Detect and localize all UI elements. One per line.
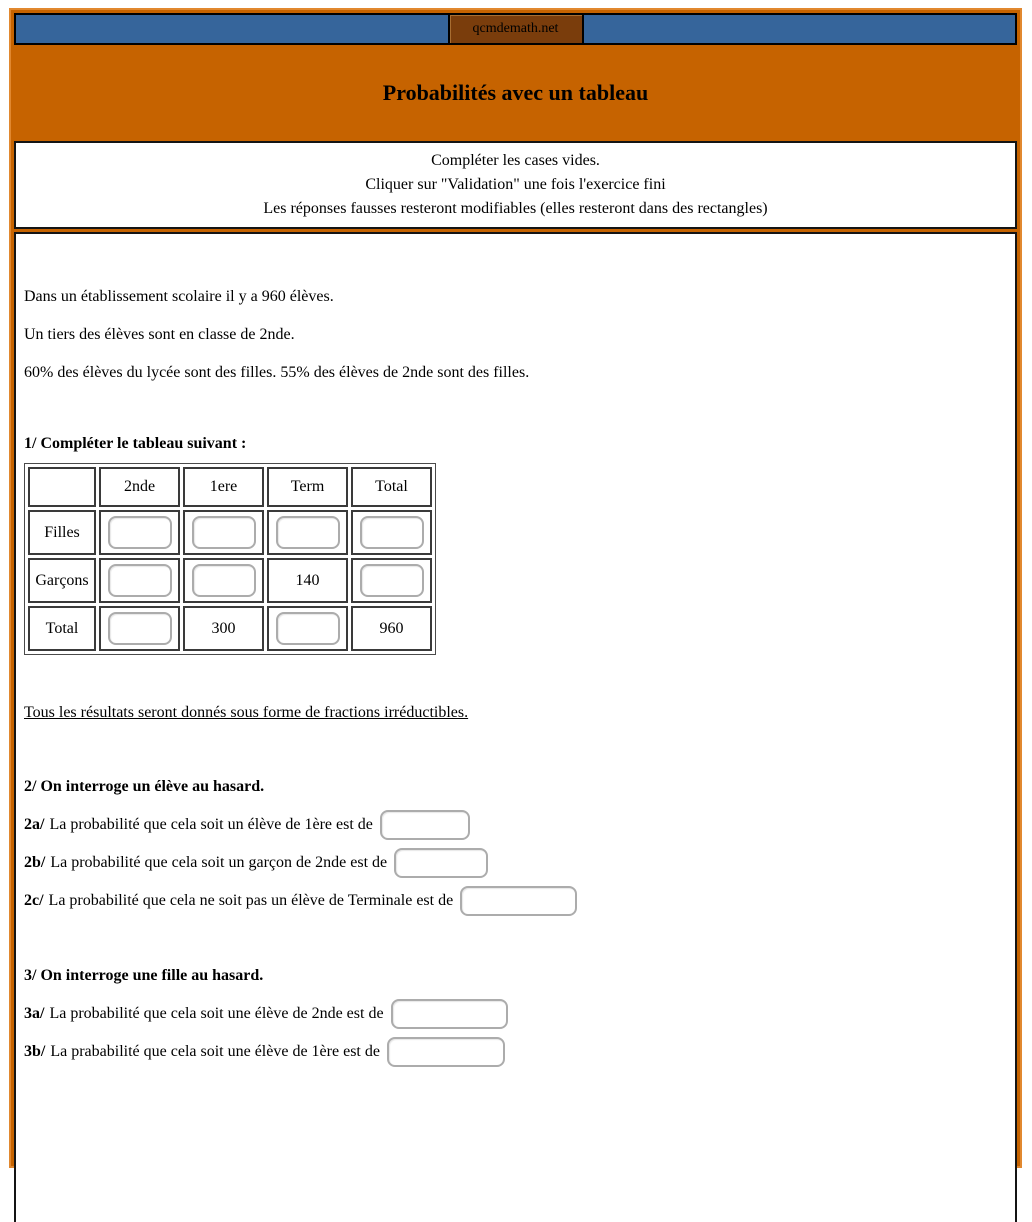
table-input-garcons-total[interactable] [360, 564, 424, 597]
table-row-garcons [28, 558, 432, 603]
table-corner-cell [28, 467, 96, 507]
table-input-filles-2nde[interactable] [108, 516, 172, 549]
question-3a-text: La probabilité que cela soit une élève de 2nde est de [49, 1005, 384, 1022]
table-header-row [28, 467, 432, 507]
answer-input-2c[interactable] [460, 886, 577, 916]
table-value-total-1ere: 300 [183, 606, 264, 651]
section1-heading: 1/ Compléter le tableau suivant : [24, 435, 247, 452]
question-2a-text: La probabilité que cela soit un élève de 1ère est de [49, 816, 373, 833]
answer-input-3a[interactable] [391, 999, 508, 1029]
question-2b-label: 2b/ [24, 854, 46, 871]
answer-input-3b[interactable] [387, 1037, 505, 1067]
table-col-header-2nde: 2nde [99, 467, 180, 507]
table-input-filles-term[interactable] [276, 516, 340, 549]
question-3b [24, 1037, 1007, 1067]
table-input-total-2nde[interactable] [108, 612, 172, 645]
question-3a-label: 3a/ [24, 1005, 45, 1022]
page-title: Probabilités avec un tableau [382, 80, 649, 105]
table-row-label-total: Total [28, 606, 96, 651]
table-row-label-filles: Filles [28, 510, 96, 555]
site-tab-label: qcmdemath.net [472, 21, 559, 36]
table-input-garcons-1ere[interactable] [192, 564, 256, 597]
site-bar [14, 13, 1017, 45]
question-3b-text: La prababilité que cela soit une élève de 1ère est de [50, 1043, 380, 1060]
instructions-line-3: Les réponses fausses resteront modifiables (elles resteront dans des rectangles) [263, 200, 768, 217]
exercise-window [9, 8, 1022, 1168]
table-value-garcons-term: 140 [267, 558, 348, 603]
intro-paragraph-2: Un tiers des élèves sont en classe de 2nde. [24, 326, 295, 343]
question-2b-text: La probabilité que cela soit un garçon de 2nde est de [50, 854, 388, 871]
instructions-line-2: Cliquer sur "Validation" une fois l'exercice fini [365, 176, 666, 193]
exercise-body [14, 232, 1017, 1222]
question-2a-label: 2a/ [24, 816, 45, 833]
table-col-header-total: Total [351, 467, 432, 507]
table-input-garcons-2nde[interactable] [108, 564, 172, 597]
answer-input-2b[interactable] [394, 848, 488, 878]
table-col-header-1ere: 1ere [183, 467, 264, 507]
table-row-total [28, 606, 432, 651]
question-2a [24, 810, 1007, 840]
fractions-note: Tous les résultats seront donnés sous forme de fractions irréductibles. [24, 704, 469, 721]
intro-paragraph-3: 60% des élèves du lycée sont des filles. 55% des élèves de 2nde sont des filles. [24, 364, 530, 381]
question-3b-label: 3b/ [24, 1043, 46, 1060]
frequency-table [24, 463, 436, 655]
table-input-total-term[interactable] [276, 612, 340, 645]
table-input-filles-total[interactable] [360, 516, 424, 549]
title-banner [14, 45, 1017, 141]
table-row-filles [28, 510, 432, 555]
answer-input-2a[interactable] [380, 810, 470, 840]
table-row-label-garcons: Garçons [28, 558, 96, 603]
table-col-header-term: Term [267, 467, 348, 507]
question-2c-text: La probabilité que cela ne soit pas un élève de Terminale est de [48, 892, 454, 909]
question-3a [24, 999, 1007, 1029]
instructions-line-1: Compléter les cases vides. [431, 152, 600, 169]
section2-heading: 2/ On interroge un élève au hasard. [24, 778, 265, 795]
instructions-box [14, 141, 1017, 229]
table-value-total-total: 960 [351, 606, 432, 651]
table-input-filles-1ere[interactable] [192, 516, 256, 549]
intro-paragraph-1: Dans un établissement scolaire il y a 960 élèves. [24, 288, 334, 305]
question-2c-label: 2c/ [24, 892, 44, 909]
site-tab[interactable] [448, 13, 584, 45]
question-2c [24, 886, 1007, 916]
section3-heading: 3/ On interroge une fille au hasard. [24, 967, 264, 984]
question-2b [24, 848, 1007, 878]
